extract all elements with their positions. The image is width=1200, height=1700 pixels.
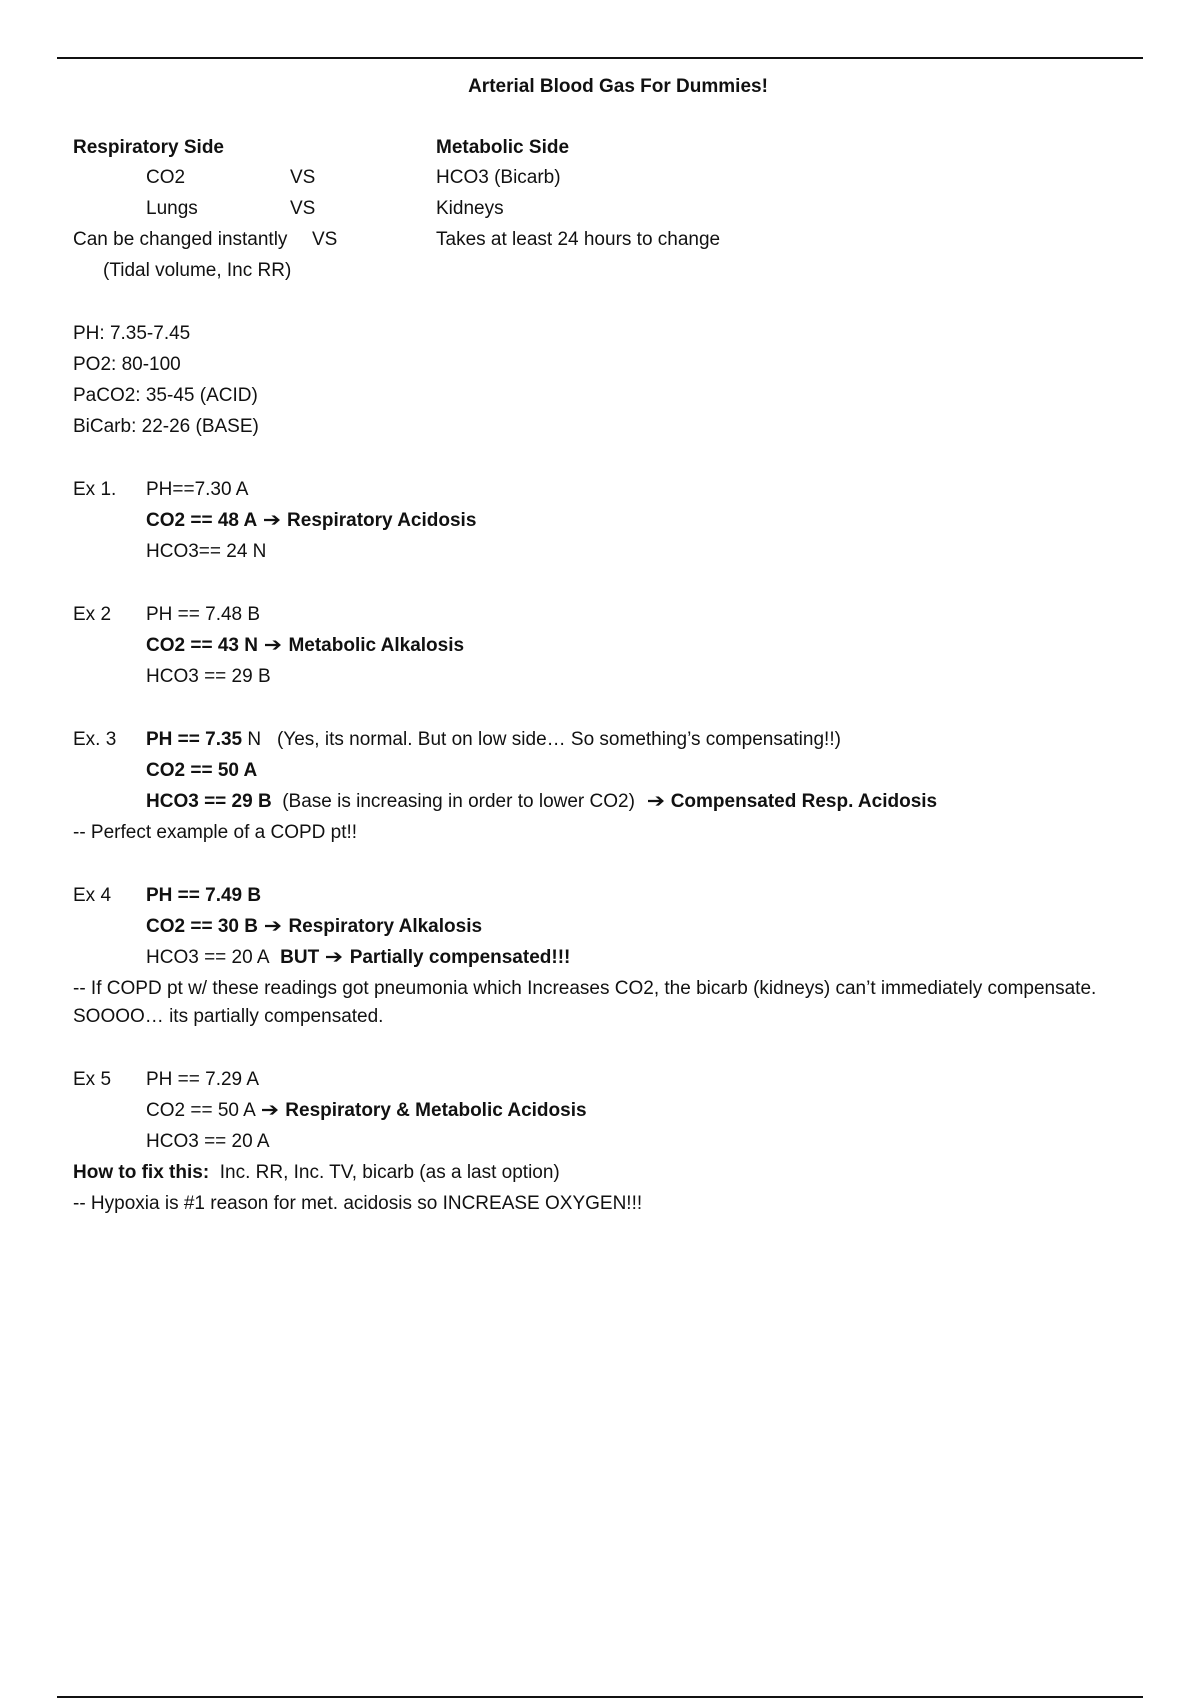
arrow-icon: ➔ (262, 510, 281, 531)
comparison-vs: VS (290, 167, 316, 188)
comparison-right: Kidneys (436, 198, 504, 219)
example-comment: -- Hypoxia is #1 reason for met. acidosis so INCREASE OXYGEN!!! (73, 1193, 643, 1214)
comparison-left: Can be changed instantly (73, 229, 288, 250)
ph-reading: PH == 7.48 B (146, 604, 261, 625)
page-title: Arterial Blood Gas For Dummies! (468, 76, 768, 97)
metabolic-heading: Metabolic Side (436, 137, 570, 158)
top-rule (57, 57, 1143, 59)
co2-result-line (146, 510, 476, 533)
hco3-reading: HCO3 == 29 B (146, 666, 271, 687)
co2-result-line (146, 916, 482, 939)
arrow-icon: ➔ (325, 947, 344, 968)
co2-reading: CO2 == 30 B (146, 916, 258, 937)
comparison-left: CO2 (146, 167, 186, 188)
co2-result-line (146, 635, 464, 658)
hco3-line (146, 791, 937, 814)
example-label: Ex 2 (73, 604, 112, 625)
comparison-right: HCO3 (Bicarb) (436, 167, 561, 188)
hco3-reading: HCO3 == 29 B (146, 791, 272, 812)
bottom-rule (57, 1696, 1143, 1698)
normal-value: PaCO2: 35-45 (ACID) (73, 385, 258, 406)
example-label: Ex. 3 (73, 729, 117, 750)
comparison-vs: VS (312, 229, 338, 250)
co2-result-line (146, 1100, 587, 1123)
diagnosis: Compensated Resp. Acidosis (670, 791, 938, 812)
hco3-line (146, 947, 570, 970)
example-comment: SOOOO… its partially compensated. (73, 1006, 384, 1027)
diagnosis: Respiratory Acidosis (287, 510, 477, 531)
comparison-left: Lungs (146, 198, 198, 219)
fix-line (73, 1162, 560, 1185)
but-label: BUT (280, 947, 320, 968)
example-label: Ex 5 (73, 1069, 112, 1090)
co2-reading: CO2 == 43 N (146, 635, 258, 656)
example-comment: -- If COPD pt w/ these readings got pneumonia which Increases CO2, the bicarb (kidneys) can’t immediately compensate. (73, 978, 1097, 999)
normal-value: BiCarb: 22-26 (BASE) (73, 416, 259, 437)
co2-reading: CO2 == 48 A (146, 510, 257, 531)
ph-reading: PH == 7.35 (146, 729, 243, 750)
comparison-right: Takes at least 24 hours to change (436, 229, 721, 250)
fix-label: How to fix this: (73, 1162, 210, 1183)
diagnosis: Respiratory Alkalosis (288, 916, 483, 937)
respiratory-heading: Respiratory Side (73, 137, 224, 158)
diagnosis: Metabolic Alkalosis (288, 635, 465, 656)
ph-reading: PH == 7.49 B (146, 885, 262, 906)
ph-flag: N (247, 729, 262, 750)
arrow-icon: ➔ (264, 916, 283, 937)
example-label: Ex 4 (73, 885, 112, 906)
arrow-icon: ➔ (264, 635, 283, 656)
ph-note: (Yes, its normal. But on low side… So something’s compensating!!) (276, 729, 841, 750)
arrow-icon: ➔ (260, 1100, 280, 1121)
comparison-note: (Tidal volume, Inc RR) (103, 260, 292, 281)
ph-reading: PH==7.30 A (146, 479, 249, 500)
diagnosis: Partially compensated!!! (349, 947, 571, 968)
fix-text: Inc. RR, Inc. TV, bicarb (as a last option) (219, 1162, 560, 1183)
hco3-reading: HCO3== 24 N (146, 541, 267, 562)
co2-reading: CO2 == 50 A (146, 1100, 255, 1121)
example-label: Ex 1. (73, 479, 117, 500)
co2-reading: CO2 == 50 A (146, 760, 258, 781)
normal-value: PO2: 80-100 (73, 354, 181, 375)
hco3-note: (Base is increasing in order to lower CO2) (282, 791, 635, 812)
example-comment: -- Perfect example of a COPD pt!! (73, 822, 358, 843)
arrow-icon: ➔ (646, 791, 665, 812)
normal-value: PH: 7.35-7.45 (73, 323, 191, 344)
comparison-vs: VS (290, 198, 316, 219)
ph-reading: PH == 7.29 A (146, 1069, 260, 1090)
hco3-reading: HCO3 == 20 A (146, 1131, 270, 1152)
ph-line (146, 729, 841, 752)
hco3-reading: HCO3 == 20 A (146, 947, 270, 968)
diagnosis: Respiratory & Metabolic Acidosis (285, 1100, 587, 1121)
